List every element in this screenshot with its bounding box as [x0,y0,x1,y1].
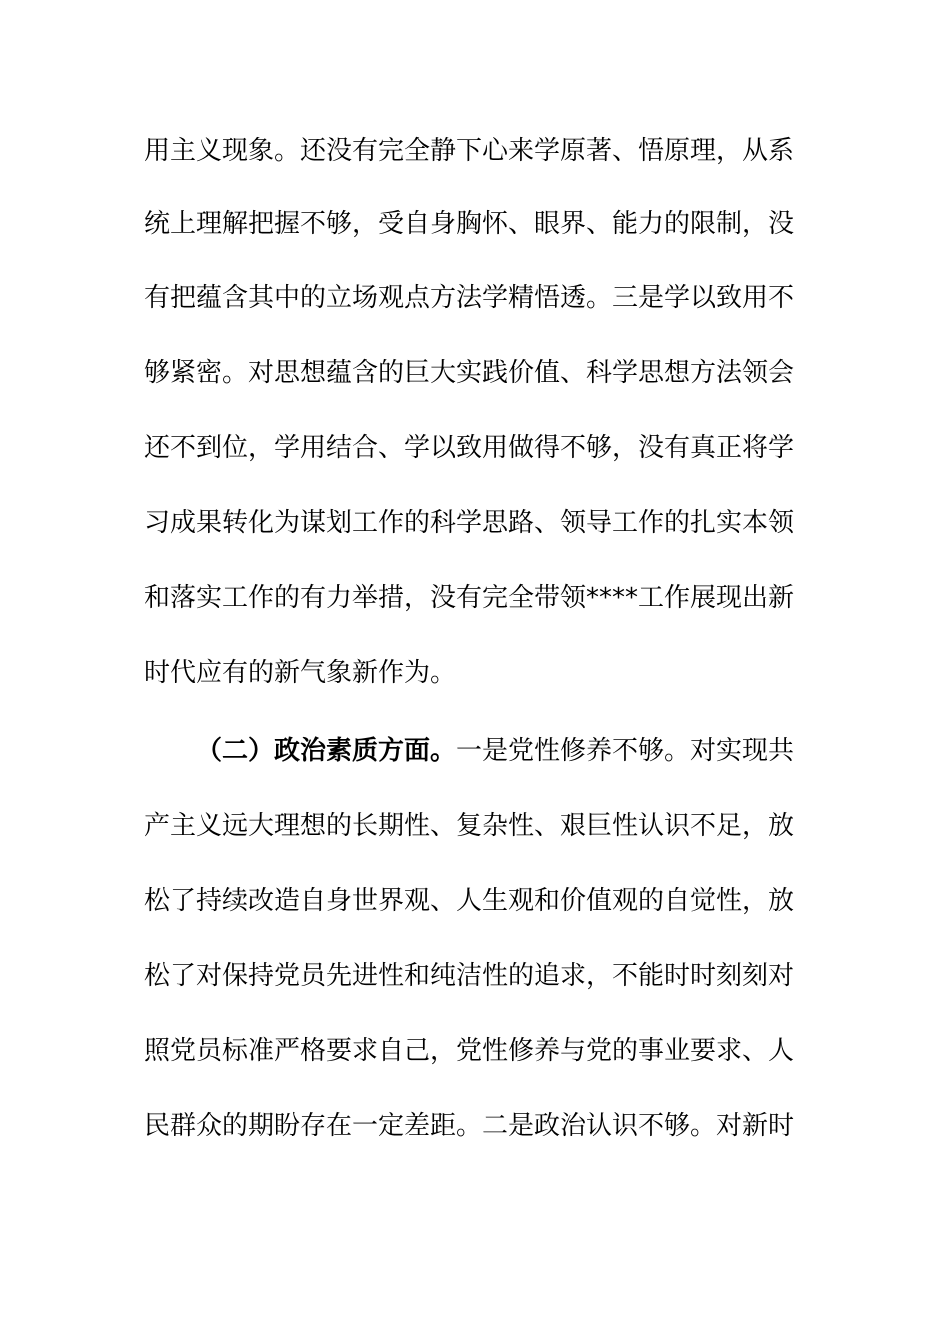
paragraph-line: 有把蕴含其中的立场观点方法学精悟透。三是学以致用不 [144,283,795,313]
paragraph-line: 民群众的期盼存在一定差距。二是政治认识不够。对新时 [144,1111,795,1141]
paragraph-line: 产主义远大理想的长期性、复杂性、艰巨性认识不足，放 [144,811,795,841]
paragraph-line: 和落实工作的有力举措，没有完全带领****工作展现出新 [144,583,795,613]
paragraph-line: 松了持续改造自身世界观、人生观和价值观的自觉性，放 [144,886,795,916]
paragraph-line: 时代应有的新气象新作为。 [144,658,457,688]
paragraph-line: 用主义现象。还没有完全静下心来学原著、悟原理，从系 [144,136,795,166]
section-heading: （二）政治素质方面。 [196,736,457,766]
paragraph-line: 习成果转化为谋划工作的科学思路、领导工作的扎实本领 [144,508,795,538]
paragraph-line: 还不到位，学用结合、学以致用做得不够，没有真正将学 [144,433,795,463]
paragraph-line: 照党员标准严格要求自己，党性修养与党的事业要求、人 [144,1036,795,1066]
paragraph-line: 统上理解把握不够，受自身胸怀、眼界、能力的限制，没 [144,209,795,239]
paragraph-line: 松了对保持党员先进性和纯洁性的追求，不能时时刻刻对 [144,961,795,991]
paragraph-line: 够紧密。对思想蕴含的巨大实践价值、科学思想方法领会 [144,358,795,388]
paragraph-first-line [196,733,794,769]
paragraph-text: 一是党性修养不够。对实现共 [456,736,795,766]
